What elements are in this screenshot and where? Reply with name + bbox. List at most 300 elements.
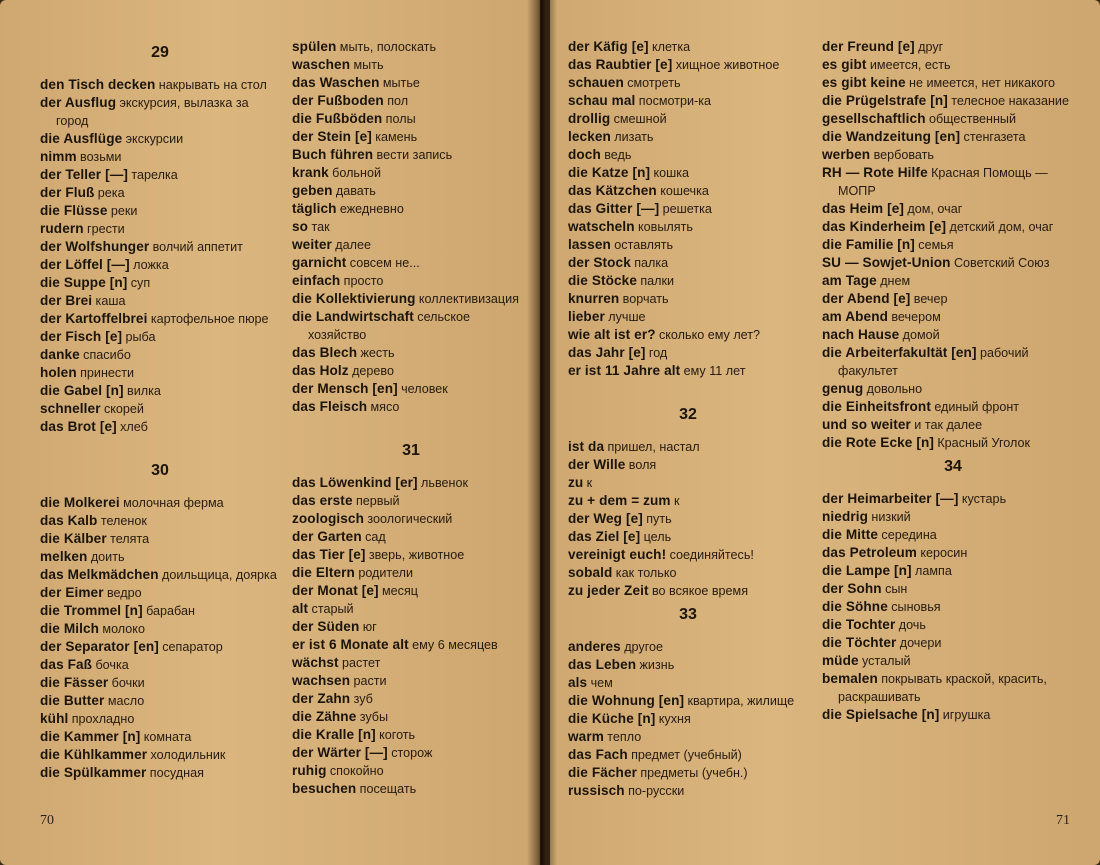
german-term: die Tochter: [822, 617, 896, 632]
german-term: die Rote Ecke [n]: [822, 435, 934, 450]
russian-translation: расти: [353, 674, 387, 688]
german-term: die Spielsache [n]: [822, 707, 940, 722]
vocab-entry: [40, 746, 280, 764]
vocab-entry: [40, 584, 280, 602]
russian-translation: палка: [634, 256, 669, 270]
vocab-entry: [40, 202, 280, 220]
german-term: vereinigt euch!: [568, 547, 667, 562]
german-term: die Fächer: [568, 765, 637, 780]
russian-translation: барабан: [146, 604, 195, 618]
german-term: einfach: [292, 273, 341, 288]
vocab-entry: [292, 146, 530, 164]
german-term: spülen: [292, 39, 337, 54]
german-term: die Suppe [n]: [40, 275, 128, 290]
russian-translation: зубы: [359, 710, 389, 724]
german-term: das Kalb: [40, 513, 98, 528]
german-term: lassen: [568, 237, 611, 252]
german-term: niedrig: [822, 509, 869, 524]
section-number: 34: [944, 458, 962, 475]
german-term: die Söhne: [822, 599, 888, 614]
german-term: der Brei: [40, 293, 93, 308]
german-term: die Gabel [n]: [40, 383, 124, 398]
german-term: das Gitter [—]: [568, 201, 660, 216]
section-number: 30: [151, 462, 169, 479]
vocab-entry: [292, 618, 530, 636]
vocab-entry: [292, 380, 530, 398]
vocab-entry: [822, 200, 1084, 218]
russian-translation: квартира, жилище: [687, 694, 795, 708]
german-term: alt: [292, 601, 309, 616]
vocab-entry: [40, 764, 280, 782]
russian-translation: каша: [95, 294, 126, 308]
right-column-1: [568, 38, 808, 800]
german-term: watscheln: [568, 219, 635, 234]
german-term: zu jeder Zeit: [568, 583, 649, 598]
vocab-entry: [292, 398, 530, 416]
vocab-entry: [568, 290, 808, 308]
vocab-entry: [568, 110, 808, 128]
russian-translation: коллективизация: [418, 292, 519, 306]
russian-translation: лизать: [614, 130, 654, 144]
german-term: der Separator [en]: [40, 639, 159, 654]
page-number: 70: [40, 813, 54, 828]
vocab-entry: [822, 164, 1084, 200]
russian-translation: сторож: [391, 746, 433, 760]
vocab-entry: [40, 548, 280, 566]
russian-translation: как только: [615, 566, 677, 580]
vocab-entry: [822, 416, 1084, 434]
russian-translation: посещать: [359, 782, 417, 796]
vocab-entry: [568, 492, 808, 510]
russian-translation: зоологический: [367, 512, 453, 526]
german-term: die Wandzeitung [en]: [822, 129, 961, 144]
vocab-entry: [40, 400, 280, 418]
vocab-entry: [40, 530, 280, 548]
german-term: das Tier [e]: [292, 547, 366, 562]
german-term: das Melkmädchen: [40, 567, 159, 582]
vocab-entry: [40, 710, 280, 728]
vocab-entry: [568, 182, 808, 200]
vocab-entry: [40, 130, 280, 148]
vocab-entry: [292, 654, 530, 672]
vocab-entry: [568, 638, 808, 656]
german-term: die Butter: [40, 693, 105, 708]
vocab-entry: [568, 308, 808, 326]
german-term: der Wolfshunger: [40, 239, 150, 254]
vocab-entry: [822, 434, 1084, 452]
german-term: das Blech: [292, 345, 358, 360]
german-term: ist da: [568, 439, 605, 454]
german-term: zoologisch: [292, 511, 364, 526]
german-term: holen: [40, 365, 77, 380]
vocab-entry: [292, 74, 530, 92]
german-term: bemalen: [822, 671, 878, 686]
russian-translation: волчий аппетит: [152, 240, 243, 254]
german-term: schneller: [40, 401, 101, 416]
russian-translation: посмотри-ка: [638, 94, 712, 108]
russian-translation: мыть, полоскать: [339, 40, 436, 54]
vocab-entry: [568, 510, 808, 528]
vocab-entry: [40, 656, 280, 674]
vocab-entry: [292, 110, 530, 128]
russian-translation: дом, очаг: [907, 202, 963, 216]
section-number: 33: [679, 606, 697, 623]
russian-translation: игрушка: [942, 708, 991, 722]
vocab-entry: [40, 274, 280, 292]
russian-translation: Красный Уголок: [937, 436, 1031, 450]
german-term: das Löwenkind [er]: [292, 475, 418, 490]
german-term: der Teller [—]: [40, 167, 129, 182]
russian-translation: львенок: [421, 476, 468, 490]
russian-translation: предмет (учебный): [631, 748, 742, 762]
russian-translation: смешной: [613, 112, 667, 126]
vocab-entry: [40, 674, 280, 692]
vocab-entry: [292, 56, 530, 74]
russian-translation: единый фронт: [934, 400, 1020, 414]
russian-translation: керосин: [920, 546, 968, 560]
german-term: wie alt ist er?: [568, 327, 656, 342]
russian-translation: кошка: [653, 166, 690, 180]
left-page: [0, 0, 540, 865]
german-term: rudern: [40, 221, 84, 236]
russian-translation: накрывать на стол: [158, 78, 267, 92]
russian-translation: пол: [387, 94, 409, 108]
vocab-entry: [822, 580, 1084, 598]
vocab-entry: [40, 692, 280, 710]
vocab-entry: [822, 110, 1084, 128]
vocab-entry: [40, 292, 280, 310]
russian-translation: вербовать: [873, 148, 934, 162]
german-term: der Stein [e]: [292, 129, 372, 144]
russian-translation: жизнь: [639, 658, 675, 672]
vocab-entry: [40, 148, 280, 166]
russian-translation: рыба: [125, 330, 156, 344]
vocab-entry: [40, 494, 280, 512]
russian-translation: во всякое время: [651, 584, 749, 598]
german-term: müde: [822, 653, 859, 668]
book-gutter: [527, 0, 557, 865]
vocab-entry: [40, 238, 280, 256]
vocab-entry: [292, 708, 530, 726]
german-term: das Waschen: [292, 75, 380, 90]
vocab-entry: [292, 600, 530, 618]
german-term: melken: [40, 549, 88, 564]
german-term: das Petroleum: [822, 545, 917, 560]
russian-translation: смотреть: [627, 76, 681, 90]
vocab-entry: [568, 164, 808, 182]
left-column-2: [292, 38, 530, 798]
vocab-entry: [292, 582, 530, 600]
vocab-entry: [292, 92, 530, 110]
vocab-entry: [568, 710, 808, 728]
vocab-entry: [822, 398, 1084, 416]
german-term: Buch führen: [292, 147, 374, 162]
german-term: und so weiter: [822, 417, 911, 432]
russian-translation: коготь: [379, 728, 416, 742]
russian-translation: к: [673, 494, 680, 508]
vocab-entry: [822, 92, 1084, 110]
german-term: die Trommel [n]: [40, 603, 143, 618]
vocab-entry: [568, 236, 808, 254]
german-term: der Stock: [568, 255, 631, 270]
russian-translation: прохладно: [71, 712, 135, 726]
vocab-entry: [822, 236, 1084, 254]
russian-translation: сельское хозяйство: [308, 310, 471, 342]
german-term: die Flüsse: [40, 203, 108, 218]
german-term: das Brot [e]: [40, 419, 117, 434]
russian-translation: другое: [624, 640, 664, 654]
vocab-entry: [822, 38, 1084, 56]
german-term: die Töchter: [822, 635, 897, 650]
vocab-entry: [292, 236, 530, 254]
russian-translation: сепаратор: [162, 640, 223, 654]
german-term: anderes: [568, 639, 621, 654]
russian-translation: пришел, настал: [607, 440, 700, 454]
german-term: der Fisch [e]: [40, 329, 123, 344]
vocab-entry: [568, 438, 808, 456]
german-term: die Eltern: [292, 565, 355, 580]
vocab-entry: [292, 564, 530, 582]
russian-translation: телесное наказание: [951, 94, 1069, 108]
vocab-entry: [822, 290, 1084, 308]
vocab-entry: [40, 566, 280, 584]
russian-translation: теленок: [100, 514, 147, 528]
russian-translation: сыновья: [891, 600, 941, 614]
german-term: die Fußböden: [292, 111, 383, 126]
vocab-entry: [292, 528, 530, 546]
vocab-entry: [40, 166, 280, 184]
german-term: am Tage: [822, 273, 877, 288]
vocab-entry: [822, 526, 1084, 544]
vocab-entry: [568, 56, 808, 74]
german-term: der Freund [e]: [822, 39, 915, 54]
russian-translation: середина: [881, 528, 937, 542]
german-term: das Faß: [40, 657, 93, 672]
vocab-entry: [40, 602, 280, 620]
german-term: lecken: [568, 129, 611, 144]
vocab-entry: [292, 38, 530, 56]
german-term: schauen: [568, 75, 624, 90]
vocab-entry: [568, 362, 808, 380]
vocab-entry: [40, 620, 280, 638]
vocab-entry: [822, 380, 1084, 398]
german-term: kühl: [40, 711, 69, 726]
vocab-entry: [292, 344, 530, 362]
vocab-entry: [292, 510, 530, 528]
german-term: die Familie [n]: [822, 237, 915, 252]
vocab-entry: [292, 272, 530, 290]
vocab-entry: [822, 652, 1084, 670]
german-term: das Fach: [568, 747, 628, 762]
german-term: die Einheitsfront: [822, 399, 931, 414]
vocab-entry: [292, 362, 530, 380]
russian-translation: спокойно: [329, 764, 384, 778]
vocab-entry: [40, 418, 280, 436]
german-term: RH — Rote Hilfe: [822, 165, 928, 180]
vocab-entry: [822, 254, 1084, 272]
vocab-entry: [292, 218, 530, 236]
vocab-entry: [568, 456, 808, 474]
german-term: warm: [568, 729, 604, 744]
russian-translation: решетка: [662, 202, 712, 216]
vocab-entry: [568, 528, 808, 546]
russian-translation: доить: [90, 550, 125, 564]
russian-translation: холодильник: [150, 748, 226, 762]
vocab-entry: [292, 492, 530, 510]
german-term: der Löffel [—]: [40, 257, 130, 272]
vocab-entry: [40, 310, 280, 328]
vocab-entry: [822, 544, 1084, 562]
german-term: es gibt: [822, 57, 867, 72]
german-term: die Milch: [40, 621, 100, 636]
german-term: das Jahr [e]: [568, 345, 646, 360]
vocab-entry: [568, 128, 808, 146]
german-term: drollig: [568, 111, 611, 126]
german-term: der Wärter [—]: [292, 745, 388, 760]
russian-translation: вечер: [913, 292, 948, 306]
russian-translation: ворчать: [622, 292, 669, 306]
vocab-entry: [40, 728, 280, 746]
vocab-entry: [292, 636, 530, 654]
russian-translation: возьми: [80, 150, 122, 164]
german-term: lieber: [568, 309, 605, 324]
russian-translation: тепло: [607, 730, 642, 744]
vocab-entry: [292, 164, 530, 182]
german-term: der Wille: [568, 457, 626, 472]
russian-translation: юг: [362, 620, 377, 634]
vocab-entry: [568, 656, 808, 674]
russian-translation: первый: [355, 494, 400, 508]
german-term: die Stöcke: [568, 273, 637, 288]
vocab-entry: [292, 690, 530, 708]
german-term: wächst: [292, 655, 339, 670]
vocab-entry: [822, 56, 1084, 74]
vocab-entry: [292, 780, 530, 798]
russian-translation: ведь: [604, 148, 632, 162]
russian-translation: дочь: [898, 618, 926, 632]
german-term: das Holz: [292, 363, 349, 378]
vocab-entry: [568, 582, 808, 600]
russian-translation: ежедневно: [339, 202, 404, 216]
vocab-entry: [40, 220, 280, 238]
german-term: die Kälber: [40, 531, 107, 546]
german-term: der Zahn: [292, 691, 351, 706]
german-term: als: [568, 675, 588, 690]
russian-translation: посудная: [149, 766, 204, 780]
german-term: werben: [822, 147, 871, 162]
russian-translation: к: [586, 476, 593, 490]
russian-translation: рабочий факультет: [838, 346, 1029, 378]
vocab-entry: [568, 546, 808, 564]
german-term: danke: [40, 347, 80, 362]
vocab-entry: [40, 364, 280, 382]
vocab-entry: [568, 200, 808, 218]
german-term: das Heim [e]: [822, 201, 905, 216]
russian-translation: реки: [110, 204, 138, 218]
section-number: 29: [151, 44, 169, 61]
vocab-entry: [822, 562, 1084, 580]
german-term: die Wohnung [en]: [568, 693, 685, 708]
german-term: der Kartoffelbrei: [40, 311, 148, 326]
russian-translation: экскурсии: [125, 132, 184, 146]
russian-translation: и так далее: [914, 418, 983, 432]
german-term: wachsen: [292, 673, 351, 688]
vocab-entry: [292, 308, 530, 344]
russian-translation: зверь, животное: [368, 548, 465, 562]
russian-translation: цель: [643, 530, 672, 544]
russian-translation: молоко: [102, 622, 145, 636]
german-term: das Raubtier [e]: [568, 57, 673, 72]
russian-translation: бочки: [111, 676, 145, 690]
german-term: SU — Sowjet-Union: [822, 255, 951, 270]
german-term: die Molkerei: [40, 495, 120, 510]
russian-translation: кухня: [658, 712, 691, 726]
russian-translation: домой: [902, 328, 940, 342]
russian-translation: экскурсия, вылазка за город: [56, 96, 249, 128]
russian-translation: довольно: [866, 382, 923, 396]
vocab-entry: [822, 326, 1084, 344]
german-term: russisch: [568, 783, 625, 798]
russian-translation: путь: [646, 512, 672, 526]
russian-translation: совсем не...: [349, 256, 420, 270]
vocab-entry: [292, 128, 530, 146]
section-number: 31: [402, 442, 420, 459]
german-term: zu: [568, 475, 584, 490]
vocab-entry: [822, 598, 1084, 616]
russian-translation: картофельное пюре: [150, 312, 269, 326]
vocab-entry: [822, 128, 1084, 146]
german-term: den Tisch decken: [40, 77, 156, 92]
german-term: die Lampe [n]: [822, 563, 912, 578]
russian-translation: ковылять: [638, 220, 693, 234]
right-column-2: [822, 38, 1084, 724]
german-term: der Monat [e]: [292, 583, 379, 598]
german-term: ruhig: [292, 763, 327, 778]
german-term: die Kühlkammer: [40, 747, 148, 762]
russian-translation: стенгазета: [963, 130, 1026, 144]
german-term: der Fußboden: [292, 93, 384, 108]
section-number: 32: [679, 406, 697, 423]
russian-translation: человек: [401, 382, 448, 396]
vocab-entry: [568, 326, 808, 344]
section-spacer: [292, 416, 530, 436]
russian-translation: тарелка: [131, 168, 178, 182]
section-spacer: [40, 436, 280, 456]
russian-translation: дочери: [899, 636, 942, 650]
vocab-entry: [568, 474, 808, 492]
russian-translation: скорей: [103, 402, 144, 416]
russian-translation: давать: [335, 184, 376, 198]
german-term: gesellschaftlich: [822, 111, 926, 126]
russian-translation: спасибо: [83, 348, 131, 362]
russian-translation: ему 6 месяцев: [412, 638, 498, 652]
german-term: das Leben: [568, 657, 637, 672]
vocab-entry: [822, 74, 1084, 92]
vocab-entry: [40, 256, 280, 274]
german-term: der Garten: [292, 529, 362, 544]
vocab-entry: [40, 638, 280, 656]
german-term: das Kätzchen: [568, 183, 657, 198]
russian-translation: хлеб: [120, 420, 148, 434]
russian-translation: имеется, есть: [869, 58, 951, 72]
german-term: knurren: [568, 291, 620, 306]
left-column-1: [40, 38, 280, 782]
vocab-entry: [822, 490, 1084, 508]
german-term: weiter: [292, 237, 332, 252]
russian-translation: чем: [590, 676, 613, 690]
russian-translation: бочка: [95, 658, 129, 672]
german-term: der Sohn: [822, 581, 882, 596]
